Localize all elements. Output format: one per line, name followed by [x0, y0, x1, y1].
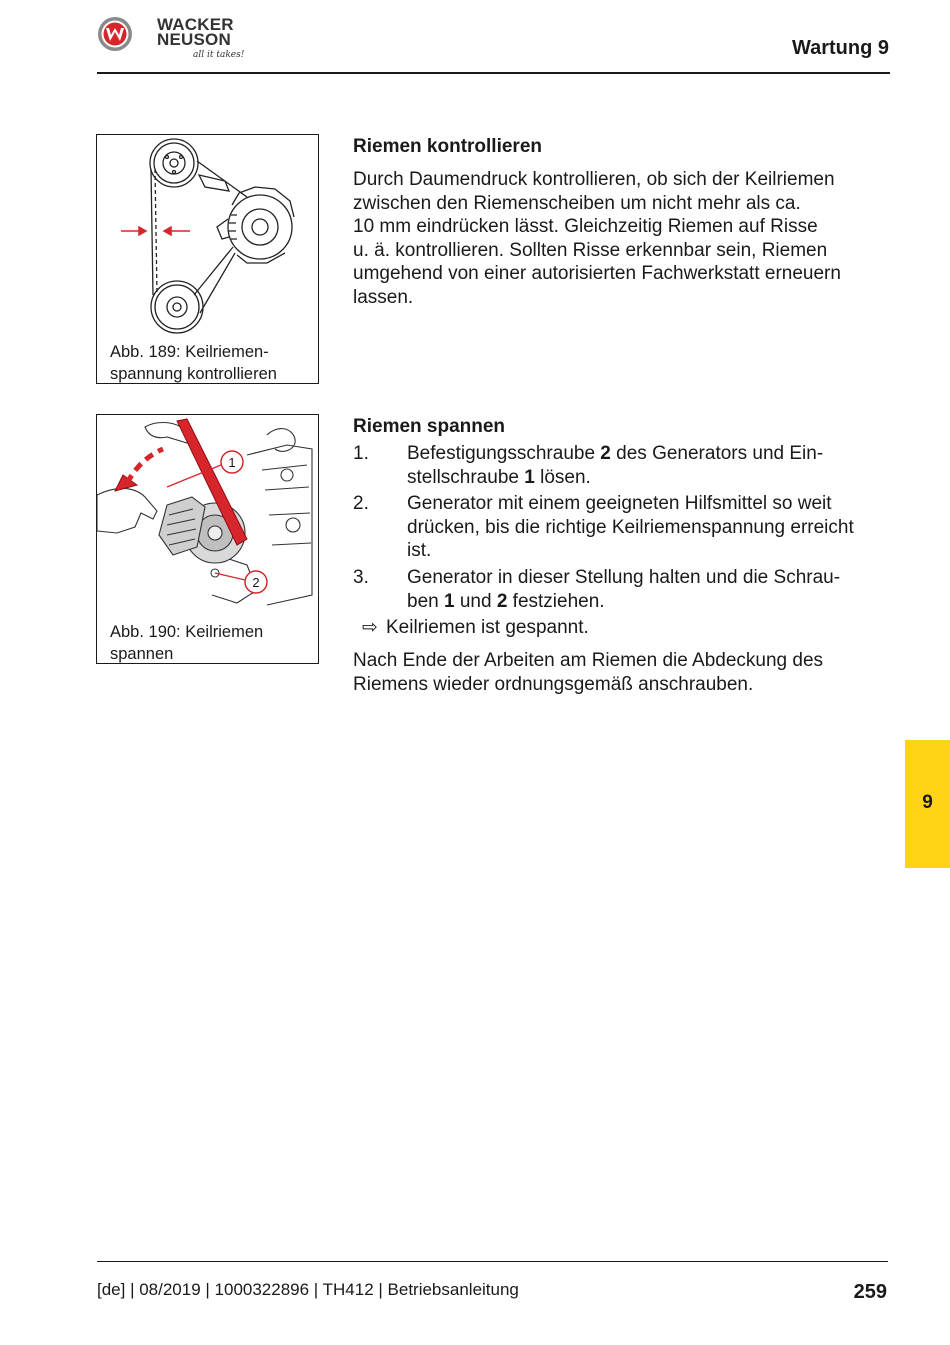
footer-document-info: [de] | 08/2019 | 1000322896 | TH412 | Betriebsanleitung	[97, 1280, 519, 1299]
step-text-fragment: des Generators und Ein-	[610, 443, 824, 464]
body-line: lassen.	[353, 286, 414, 308]
brand-logo	[97, 14, 257, 64]
note-line: Riemens wieder ordnungsgemäß anschrauben.	[353, 673, 754, 695]
step-number: 3.	[353, 567, 369, 588]
step-text-bold: 2	[496, 590, 508, 612]
caption-line: spannen	[110, 645, 174, 663]
body-line: umgehend von einer autorisierten Fachwerkstatt erneuern	[353, 263, 841, 284]
step-text	[407, 442, 897, 489]
caption-line: Abb. 190: Keilriemen	[110, 623, 264, 641]
body-line: zwischen den Riemenscheiben um nicht mehr als ca.	[353, 192, 801, 214]
step-text-fragment: und	[454, 590, 497, 612]
step-text-fragment: Befestigungsschraube	[407, 443, 601, 464]
section-heading: Riemen spannen	[353, 416, 506, 437]
page-number: 259	[853, 1281, 887, 1303]
step-result	[362, 616, 589, 640]
figure-caption	[110, 341, 315, 385]
step-text-fragment: festziehen.	[507, 590, 605, 612]
step-line: Generator in dieser Stellung halten und die Schrau-	[407, 567, 841, 588]
callout-2-label: 2	[252, 575, 260, 590]
step-text-fragment: ben	[407, 590, 444, 612]
step-number: 2.	[353, 493, 369, 514]
header-divider	[97, 72, 890, 74]
body-line: 10 mm eindrücken lässt. Gleichzeitig Riemen auf Risse	[353, 216, 818, 237]
brand-slogan: all it takes!	[193, 50, 245, 60]
step-text-bold: 1	[443, 590, 455, 612]
step-number: 1.	[353, 443, 369, 464]
step-line: drücken, bis die richtige Keilriemenspannung erreicht	[407, 516, 854, 538]
brand-name-line2: NEUSON	[157, 30, 231, 49]
caption-line: Abb. 189: Keilriemen-	[110, 343, 269, 361]
step-text-fragment: stellschraube	[407, 466, 525, 488]
body-line: Durch Daumendruck kontrollieren, ob sich der Keilriemen	[353, 169, 835, 190]
figure-belt-tensioning	[96, 414, 319, 664]
section-heading: Riemen kontrollieren	[353, 136, 542, 157]
step-text-bold: 1	[524, 466, 535, 488]
step-line: ist.	[407, 540, 432, 561]
step-text-bold: 2	[600, 443, 611, 464]
note-line: Nach Ende der Arbeiten am Riemen die Abdeckung des	[353, 650, 824, 671]
result-arrow-icon: ⇨	[362, 617, 378, 638]
caption-line: spannung kontrollieren	[110, 365, 277, 383]
body-line: u. ä. kontrollieren. Sollten Risse erkennbar sein, Riemen	[353, 239, 828, 261]
step-text-fragment: lösen.	[534, 466, 591, 488]
chapter-tab-label: 9	[922, 792, 933, 813]
step-text	[407, 566, 897, 613]
chapter-title: Wartung 9	[791, 37, 889, 59]
step-line: Generator mit einem geeigneten Hilfsmittel so weit	[407, 493, 832, 514]
figure-caption	[110, 621, 315, 665]
generator-tensioning-illustration	[97, 415, 318, 615]
step-text	[407, 492, 897, 563]
brand-name-line1: WACKER	[157, 15, 234, 34]
chapter-tab	[905, 740, 950, 868]
section-note	[353, 649, 893, 696]
wacker-neuson-logo-icon	[97, 16, 133, 52]
belt-drive-illustration	[97, 135, 318, 335]
callout-1-label: 1	[228, 455, 236, 470]
result-text: Keilriemen ist gespannt.	[386, 617, 589, 638]
figure-belt-tension-check	[96, 134, 319, 384]
section-body	[353, 168, 893, 309]
footer-divider	[97, 1261, 888, 1262]
